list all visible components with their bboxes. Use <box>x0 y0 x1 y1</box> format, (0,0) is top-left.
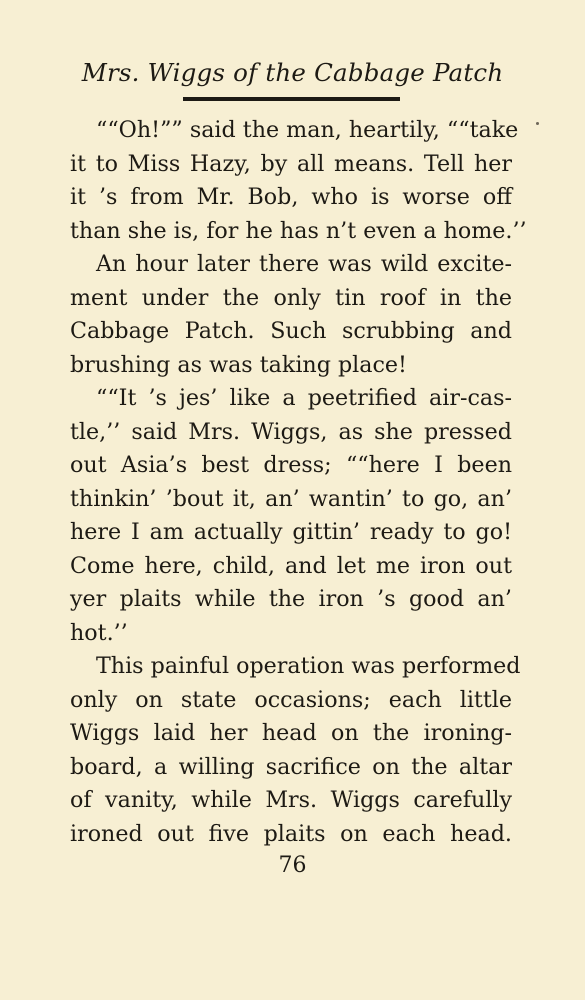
text-line: Wiggs laid her head on the ironing- <box>70 720 512 746</box>
header-rule <box>183 97 400 101</box>
text-line: hot.’’ <box>70 619 128 646</box>
running-head: Mrs. Wiggs of the Cabbage Patch <box>81 58 504 87</box>
text-line: of vanity, while Mrs. Wiggs carefully <box>70 787 512 813</box>
text-line: ironed out five plaits on each head. <box>70 820 512 847</box>
text-line: ““Oh!”” said the man, heartily, ““take <box>96 117 519 143</box>
text-line: thinkin’ ’bout it, an’ wantin’ to go, an’ <box>70 485 512 512</box>
page-number: 76 <box>278 853 307 878</box>
text-line: An hour later there was wild excite- <box>96 251 512 277</box>
text-line: brushing as was taking place! <box>70 351 407 378</box>
text-line: here I am actually gittin’ ready to go! <box>70 519 512 545</box>
body-text <box>70 114 527 851</box>
text-line: This painful operation was performed <box>96 653 521 679</box>
text-line: Come here, child, and let me iron out <box>70 552 512 579</box>
text-line: it to Miss Hazy, by all means. Tell her <box>70 150 512 177</box>
paper-speck <box>536 122 539 125</box>
text-line: ““It ’s jes’ like a peetrified air-cas- <box>96 385 512 411</box>
text-line: tle,’’ said Mrs. Wiggs, as she pressed <box>70 418 512 445</box>
text-line: yer plaits while the iron ’s good an’ <box>70 586 512 612</box>
text-line: ment under the only tin roof in the <box>70 284 512 311</box>
text-line: out Asia’s best dress; ““here I been <box>70 452 512 478</box>
text-line: it ’s from Mr. Bob, who is worse off <box>70 184 512 210</box>
text-line: board, a willing sacrifice on the altar <box>70 753 512 780</box>
text-line: Cabbage Patch. Such scrubbing and <box>70 318 512 344</box>
text-line: than she is, for he has n’t even a home.’’ <box>70 217 527 244</box>
text-line: only on state occasions; each little <box>70 686 512 713</box>
